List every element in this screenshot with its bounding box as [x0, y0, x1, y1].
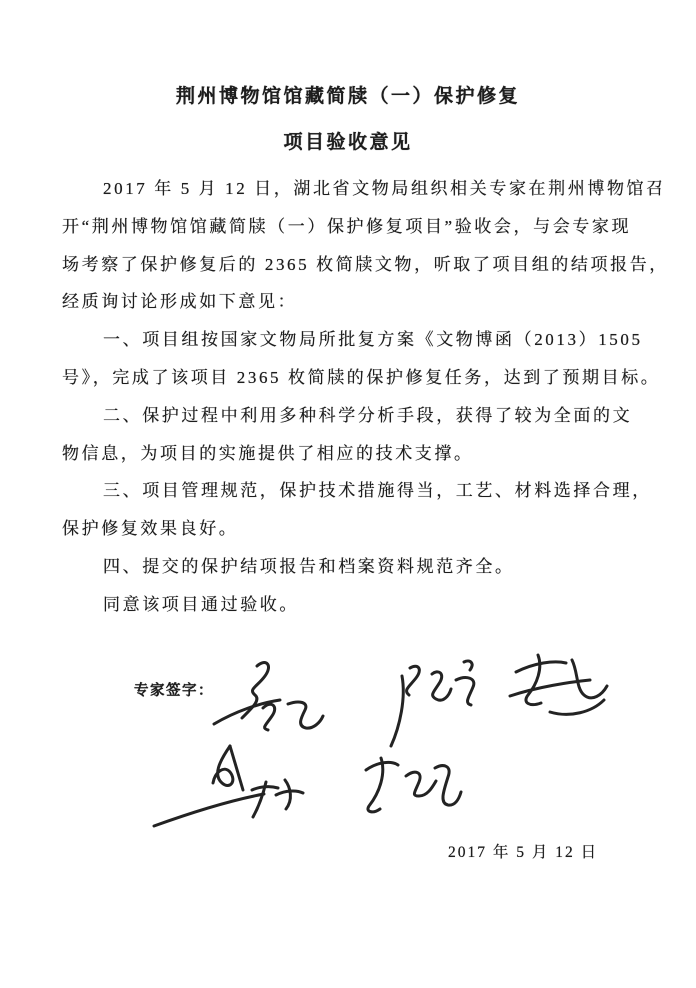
expert-signature-label: 专家签字： — [134, 683, 214, 699]
handwritten-signature-5 — [338, 750, 464, 832]
body-line: 同意该项目通过验收。 — [103, 594, 299, 614]
title-line-1: 荆州博物馆馆藏简牍（一）保护修复 — [175, 86, 520, 107]
body-line: 2017 年 5 月 12 日，湖北省文物局组织相关专家在荆州博物馆召 — [103, 179, 666, 198]
body-line: 开“荆州博物馆馆藏简牍（一）保护修复项目”验收会，与会专家现 — [62, 216, 632, 236]
handwritten-signature-2 — [378, 654, 494, 752]
document-body — [62, 170, 669, 624]
body-line: 场考察了保护修复后的 2365 枚简牍文物，听取了项目组的结项报告， — [62, 254, 669, 274]
body-line: 四、提交的保护结项报告和档案资料规范齐全。 — [103, 556, 515, 576]
body-line: 三、项目管理规范，保护技术措施得当，工艺、材料选择合理， — [103, 481, 652, 501]
handwritten-signature-4 — [142, 740, 308, 838]
body-line: 保护修复效果良好。 — [62, 519, 239, 539]
handwritten-signature-3 — [492, 650, 614, 734]
body-line: 一、项目组按国家文物局所批复方案《文物博函（2013）1505 — [103, 330, 643, 350]
body-line: 经质询讨论形成如下意见： — [62, 292, 298, 312]
document-title — [0, 74, 696, 166]
document-date: 2017 年 5 月 12 日 — [448, 844, 599, 861]
body-line: 二、保护过程中利用多种科学分析手段，获得了较为全面的文 — [103, 405, 633, 425]
body-line: 物信息，为项目的实施提供了相应的技术支撑。 — [62, 443, 474, 463]
body-line: 号》，完成了该项目 2365 枚简牍的保护修复任务，达到了预期目标。 — [62, 367, 661, 387]
title-line-2: 项目验收意见 — [283, 132, 413, 153]
handwritten-signature-1 — [200, 656, 338, 752]
